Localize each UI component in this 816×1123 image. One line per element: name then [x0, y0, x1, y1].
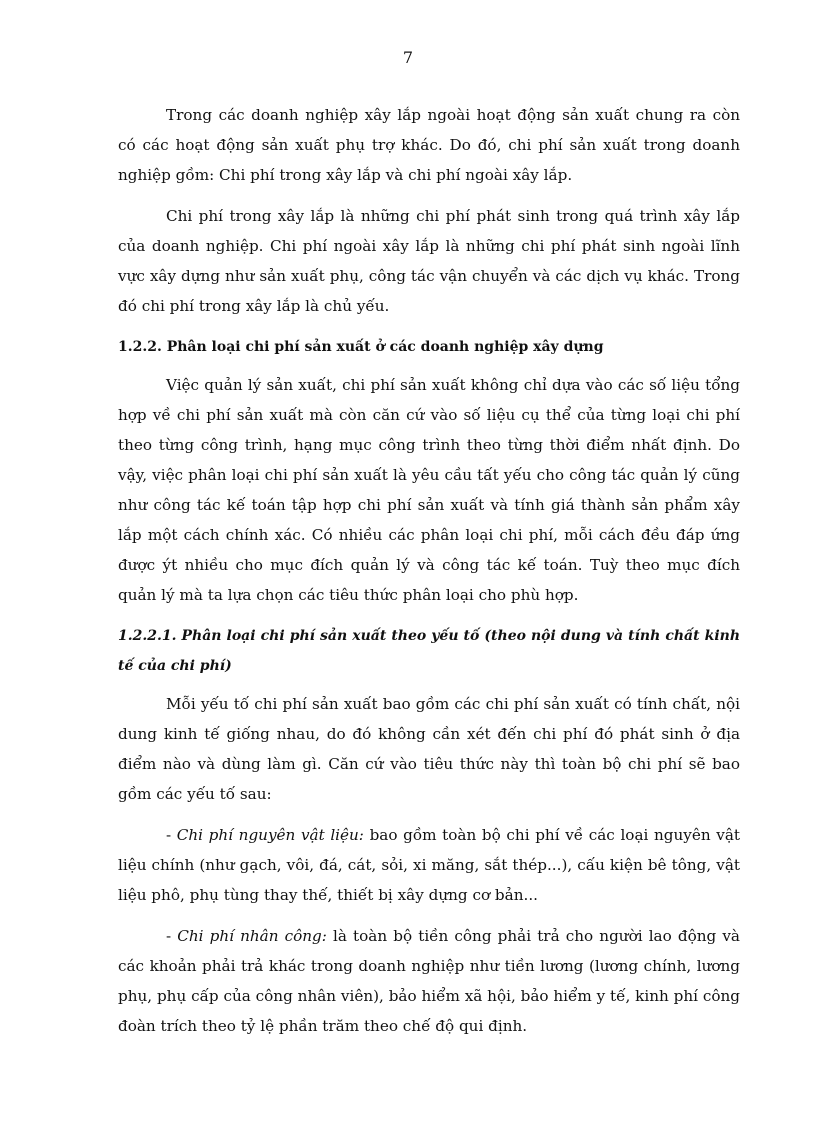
list-item-material-cost: [118, 820, 740, 910]
list-dash: -: [166, 927, 178, 945]
paragraph: Trong các doanh nghiệp xây lắp ngoài hoạt động sản xuất chung ra còn có các hoạt động sản xuất phụ trợ khác. Do đó, chi phí sản xuất trong doanh nghiệp gồm: Chi phí trong xây lắp và chi phí ngoài xây lắp.: [118, 106, 740, 184]
page-number: 7: [402, 48, 414, 67]
paragraph: Việc quản lý sản xuất, chi phí sản xuất không chỉ dựa vào các số liệu tổng hợp về chi phí sản xuất mà còn căn cứ vào số liệu cụ thể của từng loại chi phí theo từng công trình, hạng mục công trình theo từng thời điểm nhất định. Do vậy, việc phân loại chi phí sản xuất là yêu cầu tất yếu cho công tác quản lý cũng như công tác kế toán tập hợp chi phí sản xuất và tính giá thành sản phẩm xây lắp một cách chính xác. Có nhiều các phân loại chi phí, mỗi cách đều đáp ứng được ýt nhiều cho mục đích quản lý và công tác kế toán. Tuỳ theo mục đích quản lý mà ta lựa chọn các tiêu thức phân loại cho phù hợp.: [118, 376, 740, 604]
list-dash: -: [166, 826, 177, 844]
subsection-heading: 1.2.2.1. Phân loại chi phí sản xuất theo yếu tố (theo nội dung và tính chất kinh tế của chi phí): [118, 628, 740, 674]
paragraph: Chi phí trong xây lắp là những chi phí phát sinh trong quá trình xây lắp của doanh nghiệp. Chi phí ngoài xây lắp là những chi phí phát sinh ngoài lĩnh vực xây dựng như sản xuất phụ, công tác vận chuyển và các dịch vụ khác. Trong đó chi phí trong xây lắp là chủ yếu.: [118, 207, 740, 315]
section-heading: 1.2.2. Phân loại chi phí sản xuất ở các doanh nghiệp xây dựng: [118, 339, 604, 355]
paragraph: Mỗi yếu tố chi phí sản xuất bao gồm các chi phí sản xuất có tính chất, nội dung kinh tế giống nhau, do đó không cần xét đến chi phí đó phát sinh ở địa điểm nào và dùng làm gì. Căn cứ vào tiêu thức này thì toàn bộ chi phí sẽ bao gồm các yếu tố sau:: [118, 695, 740, 803]
page-body: [118, 100, 740, 1052]
term-label: Chi phí nhân công:: [177, 927, 327, 945]
term-description: là toàn bộ tiền công phải trả cho người lao động và các khoản phải trả khác trong doanh nghiệp như tiền lương (lương chính, lương phụ, phụ cấp của công nhân viên), bảo hiểm xã hội, bảo hiểm y tế, kinh phí công đoàn trích theo tỷ lệ phần trăm theo chế độ qui định.: [118, 927, 740, 1035]
term-description: bao gồm toàn bộ chi phí về các loại nguyên vật liệu chính (như gạch, vôi, đá, cát, sỏi, xi măng, sắt thép...), cấu kiện bê tông, vật liệu phô, phụ tùng thay thế, thiết bị xây dựng cơ bản...: [118, 826, 741, 904]
list-item-labor-cost: [118, 921, 740, 1041]
term-label: Chi phí nguyên vật liệu:: [176, 826, 364, 844]
